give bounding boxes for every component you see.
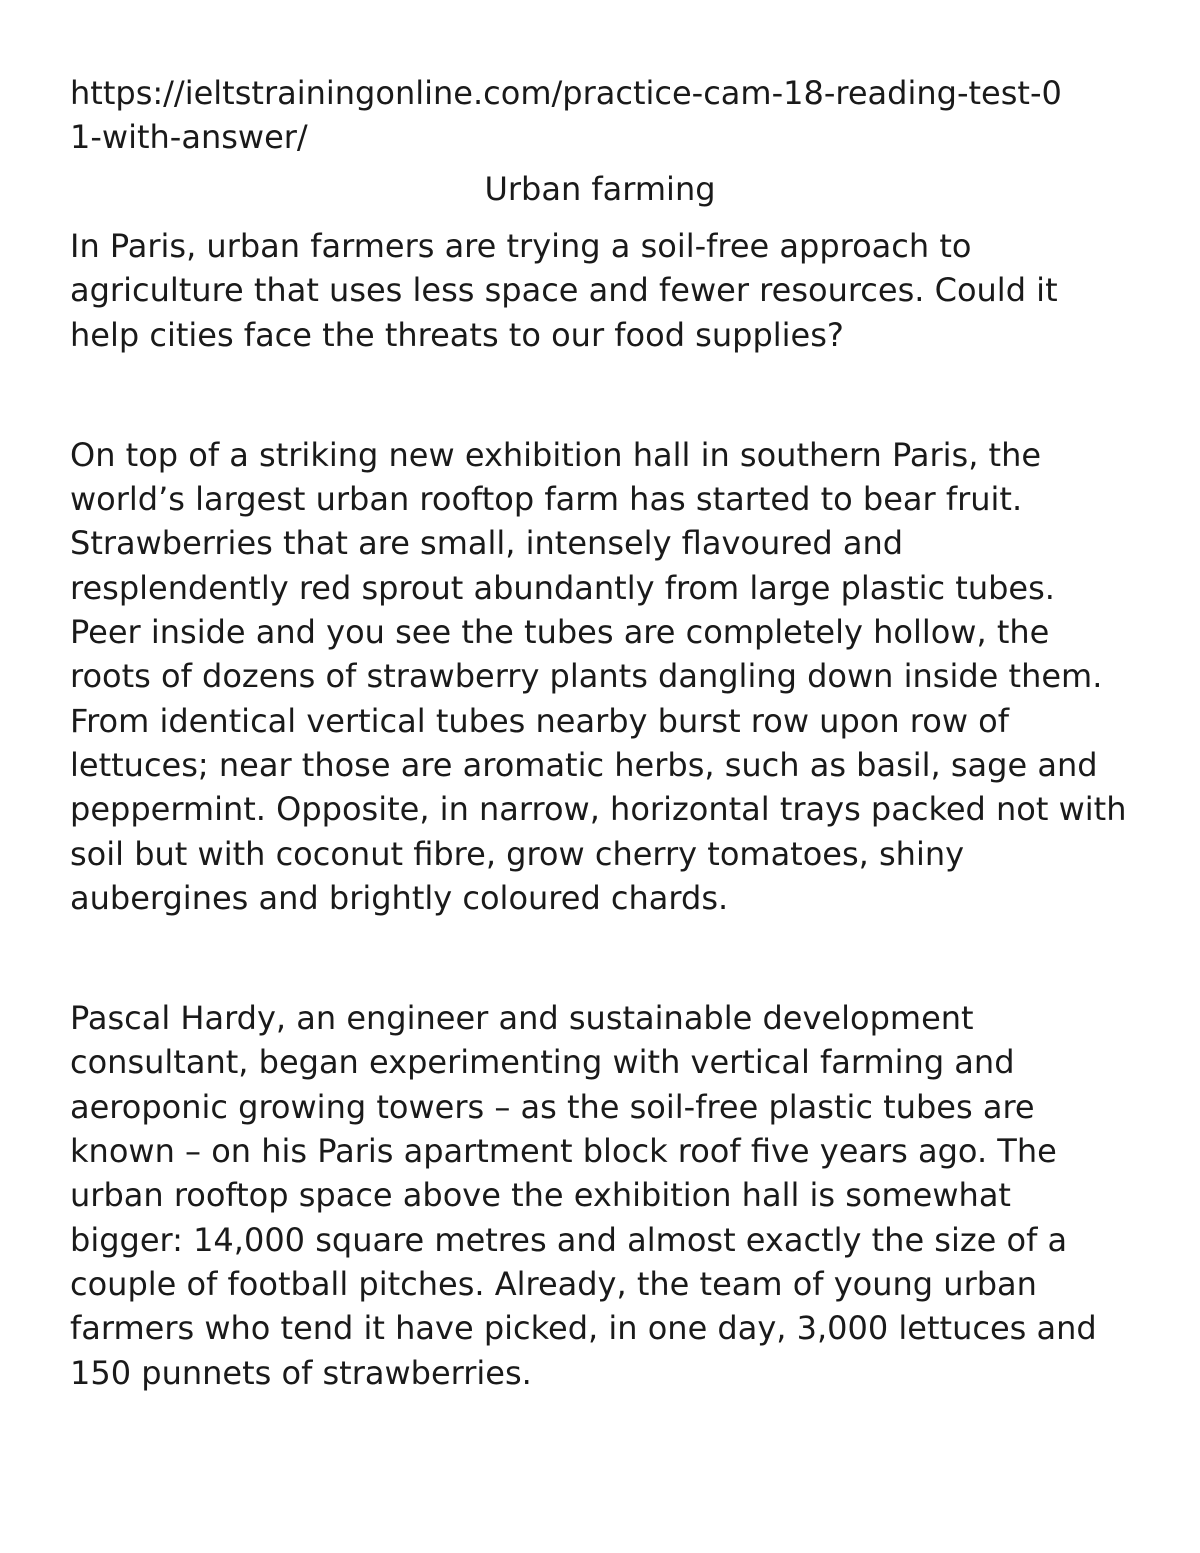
source-url: https://ieltstrainingonline.com/practice-cam-18-reading-test-01-with-answer/ <box>70 74 1062 156</box>
document-page <box>70 71 1130 1395</box>
paragraph-rooftop-farm: On top of a striking new exhibition hall in southern Paris, the world’s largest urban rooftop farm has started to bear fruit. Strawberries that are small, intensely flavoured and resplendently red sprout abundantly from large plastic tubes. Peer inside and you see the tubes are completely hollow, the roots of dozens of strawberry plants dangling down inside them. From identical vertical tubes nearby burst row upon row of lettuces; near those are aromatic herbs, such as basil, sage and peppermint. Opposite, in narrow, horizontal trays packed not with soil but with coconut fibre, grow cherry tomatoes, shiny aubergines and brightly coloured chards. <box>70 435 1127 917</box>
paragraph-intro: In Paris, urban farmers are trying a soil-free approach to agriculture that uses less space and fewer resources. Could it help cities face the threats to our food supplies? <box>70 227 1058 354</box>
paragraph-pascal-hardy: Pascal Hardy, an engineer and sustainable development consultant, began experimenting with vertical farming and aeroponic growing towers – as the soil-free plastic tubes are known – on his Paris apartment block roof five years ago. The urban rooftop space above the exhibition hall is somewhat bigger: 14,000 square metres and almost exactly the size of a couple of football pitches. Already, the team of young urban farmers who tend it have picked, in one day, 3,000 lettuces and 150 punnets of strawberries. <box>70 999 1097 1392</box>
document-title: Urban farming <box>484 170 716 208</box>
